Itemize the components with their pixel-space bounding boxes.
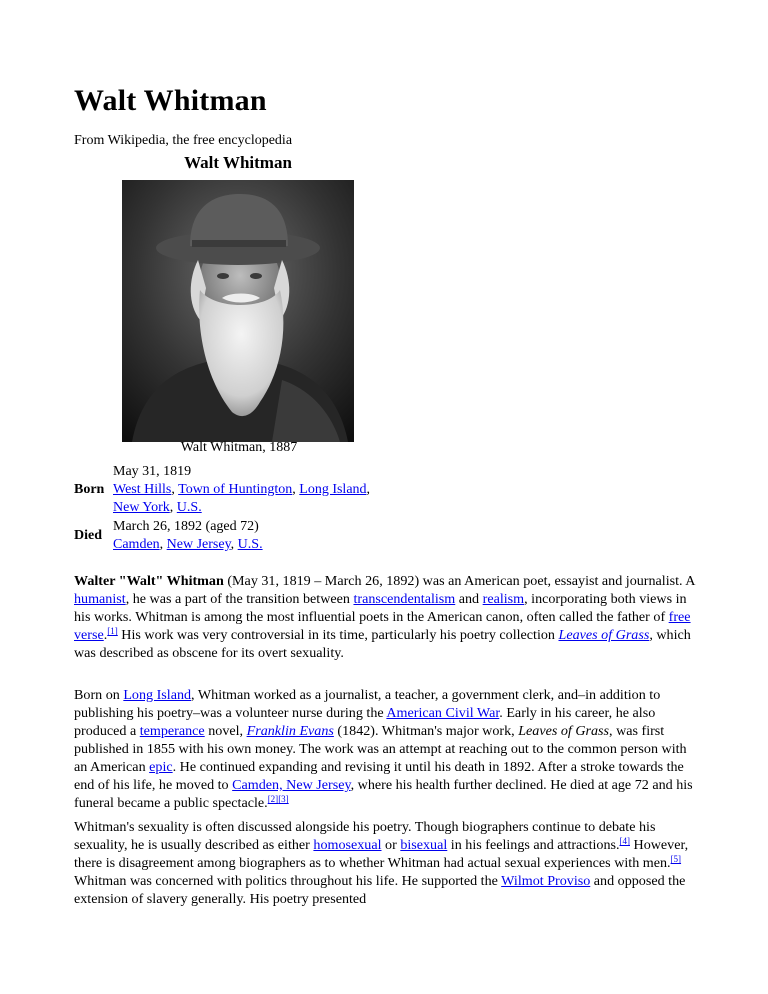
born-label: Born xyxy=(74,482,105,497)
link-us-died[interactable]: U.S. xyxy=(237,537,263,552)
portrait-photo xyxy=(122,180,354,442)
leaves-of-grass-title: Leaves of Grass xyxy=(518,723,610,739)
link-camden[interactable]: Camden xyxy=(113,537,160,552)
link-us[interactable]: U.S. xyxy=(176,500,202,515)
citation-3[interactable]: [3] xyxy=(278,794,289,804)
link-long-island-bio[interactable]: Long Island xyxy=(123,687,192,703)
link-new-jersey[interactable]: New Jersey xyxy=(166,537,231,552)
link-temperance[interactable]: temperance xyxy=(139,723,205,739)
sexuality-politics-paragraph: Whitman's sexuality is often discussed alongside his poetry. Though biographers continue to debate his sexuality, he is usually described as either homosexual or bisexual in his feelings and attractions.[4] However, there is disagreement among biographers as to whether Whitman had actual sexual experiences with men.[5] Whitman was concerned with politics throughout his life. He supported the Wilmot Proviso and opposed the extension of slavery generally. His poetry presented xyxy=(74,819,689,907)
page-title: Walt Whitman xyxy=(74,84,267,117)
subject-name: Walter "Walt" Whitman xyxy=(74,573,224,589)
link-humanist[interactable]: humanist xyxy=(74,591,126,607)
portrait-illustration xyxy=(122,180,354,442)
died-value: March 26, 1892 (aged 72) Camden, New Jersey, U.S. xyxy=(113,519,263,552)
biography-paragraph: Born on Long Island, Whitman worked as a journalist, a teacher, a government clerk, and–in addition to publishing his poetry–was a volunteer nurse during the American Civil War. Early in his career, he also produced a temperance novel, Franklin Evans (1842). Whitman's major work, Leaves of Grass, was first published in 1855 with his own money. The work was an attempt at reaching out to the common person with an American epic. He continued expanding and revising it until his death in 1892. After a stroke towards the end of his life, he moved to Camden, New Jersey, where his health further declined. He died at age 72 and his funeral became a public spectacle.[2][3] xyxy=(74,687,693,811)
infobox-title: Walt Whitman xyxy=(184,153,292,172)
link-new-york[interactable]: New York xyxy=(113,500,170,515)
link-bisexual[interactable]: bisexual xyxy=(400,837,448,853)
citation-1[interactable]: [1] xyxy=(107,626,118,636)
intro-paragraph: Walter "Walt" Whitman (May 31, 1819 – March 26, 1892) was an American poet, essayist and journalist. A humanist, he was a part of the transition between transcendentalism and realism, incorporating both views in his works. Whitman is among the most influential poets in the American canon, often called the father of free verse.[1] His work was very controversial in its time, particularly his poetry collection Leaves of Grass, which was described as obscene for its overt sexuality. xyxy=(74,573,695,661)
link-wilmot-proviso[interactable]: Wilmot Proviso xyxy=(501,873,591,889)
link-town-of-huntington[interactable]: Town of Huntington xyxy=(178,482,293,497)
link-franklin-evans[interactable]: Franklin Evans xyxy=(246,723,334,739)
image-caption: Walt Whitman, 1887 xyxy=(180,440,298,455)
died-label: Died xyxy=(74,528,102,543)
born-value: May 31, 1819 West Hills, Town of Huntington, Long Island, New York, U.S. xyxy=(113,464,371,515)
link-camden-new-jersey[interactable]: Camden, New Jersey xyxy=(232,777,351,793)
link-epic[interactable]: epic xyxy=(149,759,173,775)
citation-2[interactable]: [2] xyxy=(267,794,279,804)
link-homosexual[interactable]: homosexual xyxy=(313,837,382,853)
link-realism[interactable]: realism xyxy=(482,591,525,607)
link-free-verse[interactable]: free verse xyxy=(74,609,691,643)
link-west-hills[interactable]: West Hills xyxy=(113,482,172,497)
citation-4[interactable]: [4] xyxy=(619,836,630,846)
page-subtitle: From Wikipedia, the free encyclopedia xyxy=(74,133,293,148)
citation-5[interactable]: [5] xyxy=(670,854,682,864)
born-date: May 31, 1819 xyxy=(113,464,192,479)
link-leaves-of-grass[interactable]: Leaves of Grass xyxy=(558,627,650,643)
link-american-civil-war[interactable]: American Civil War xyxy=(386,705,500,721)
died-date: March 26, 1892 (aged 72) xyxy=(113,519,259,534)
link-transcendentalism[interactable]: transcendentalism xyxy=(353,591,456,607)
link-long-island[interactable]: Long Island xyxy=(299,482,367,497)
